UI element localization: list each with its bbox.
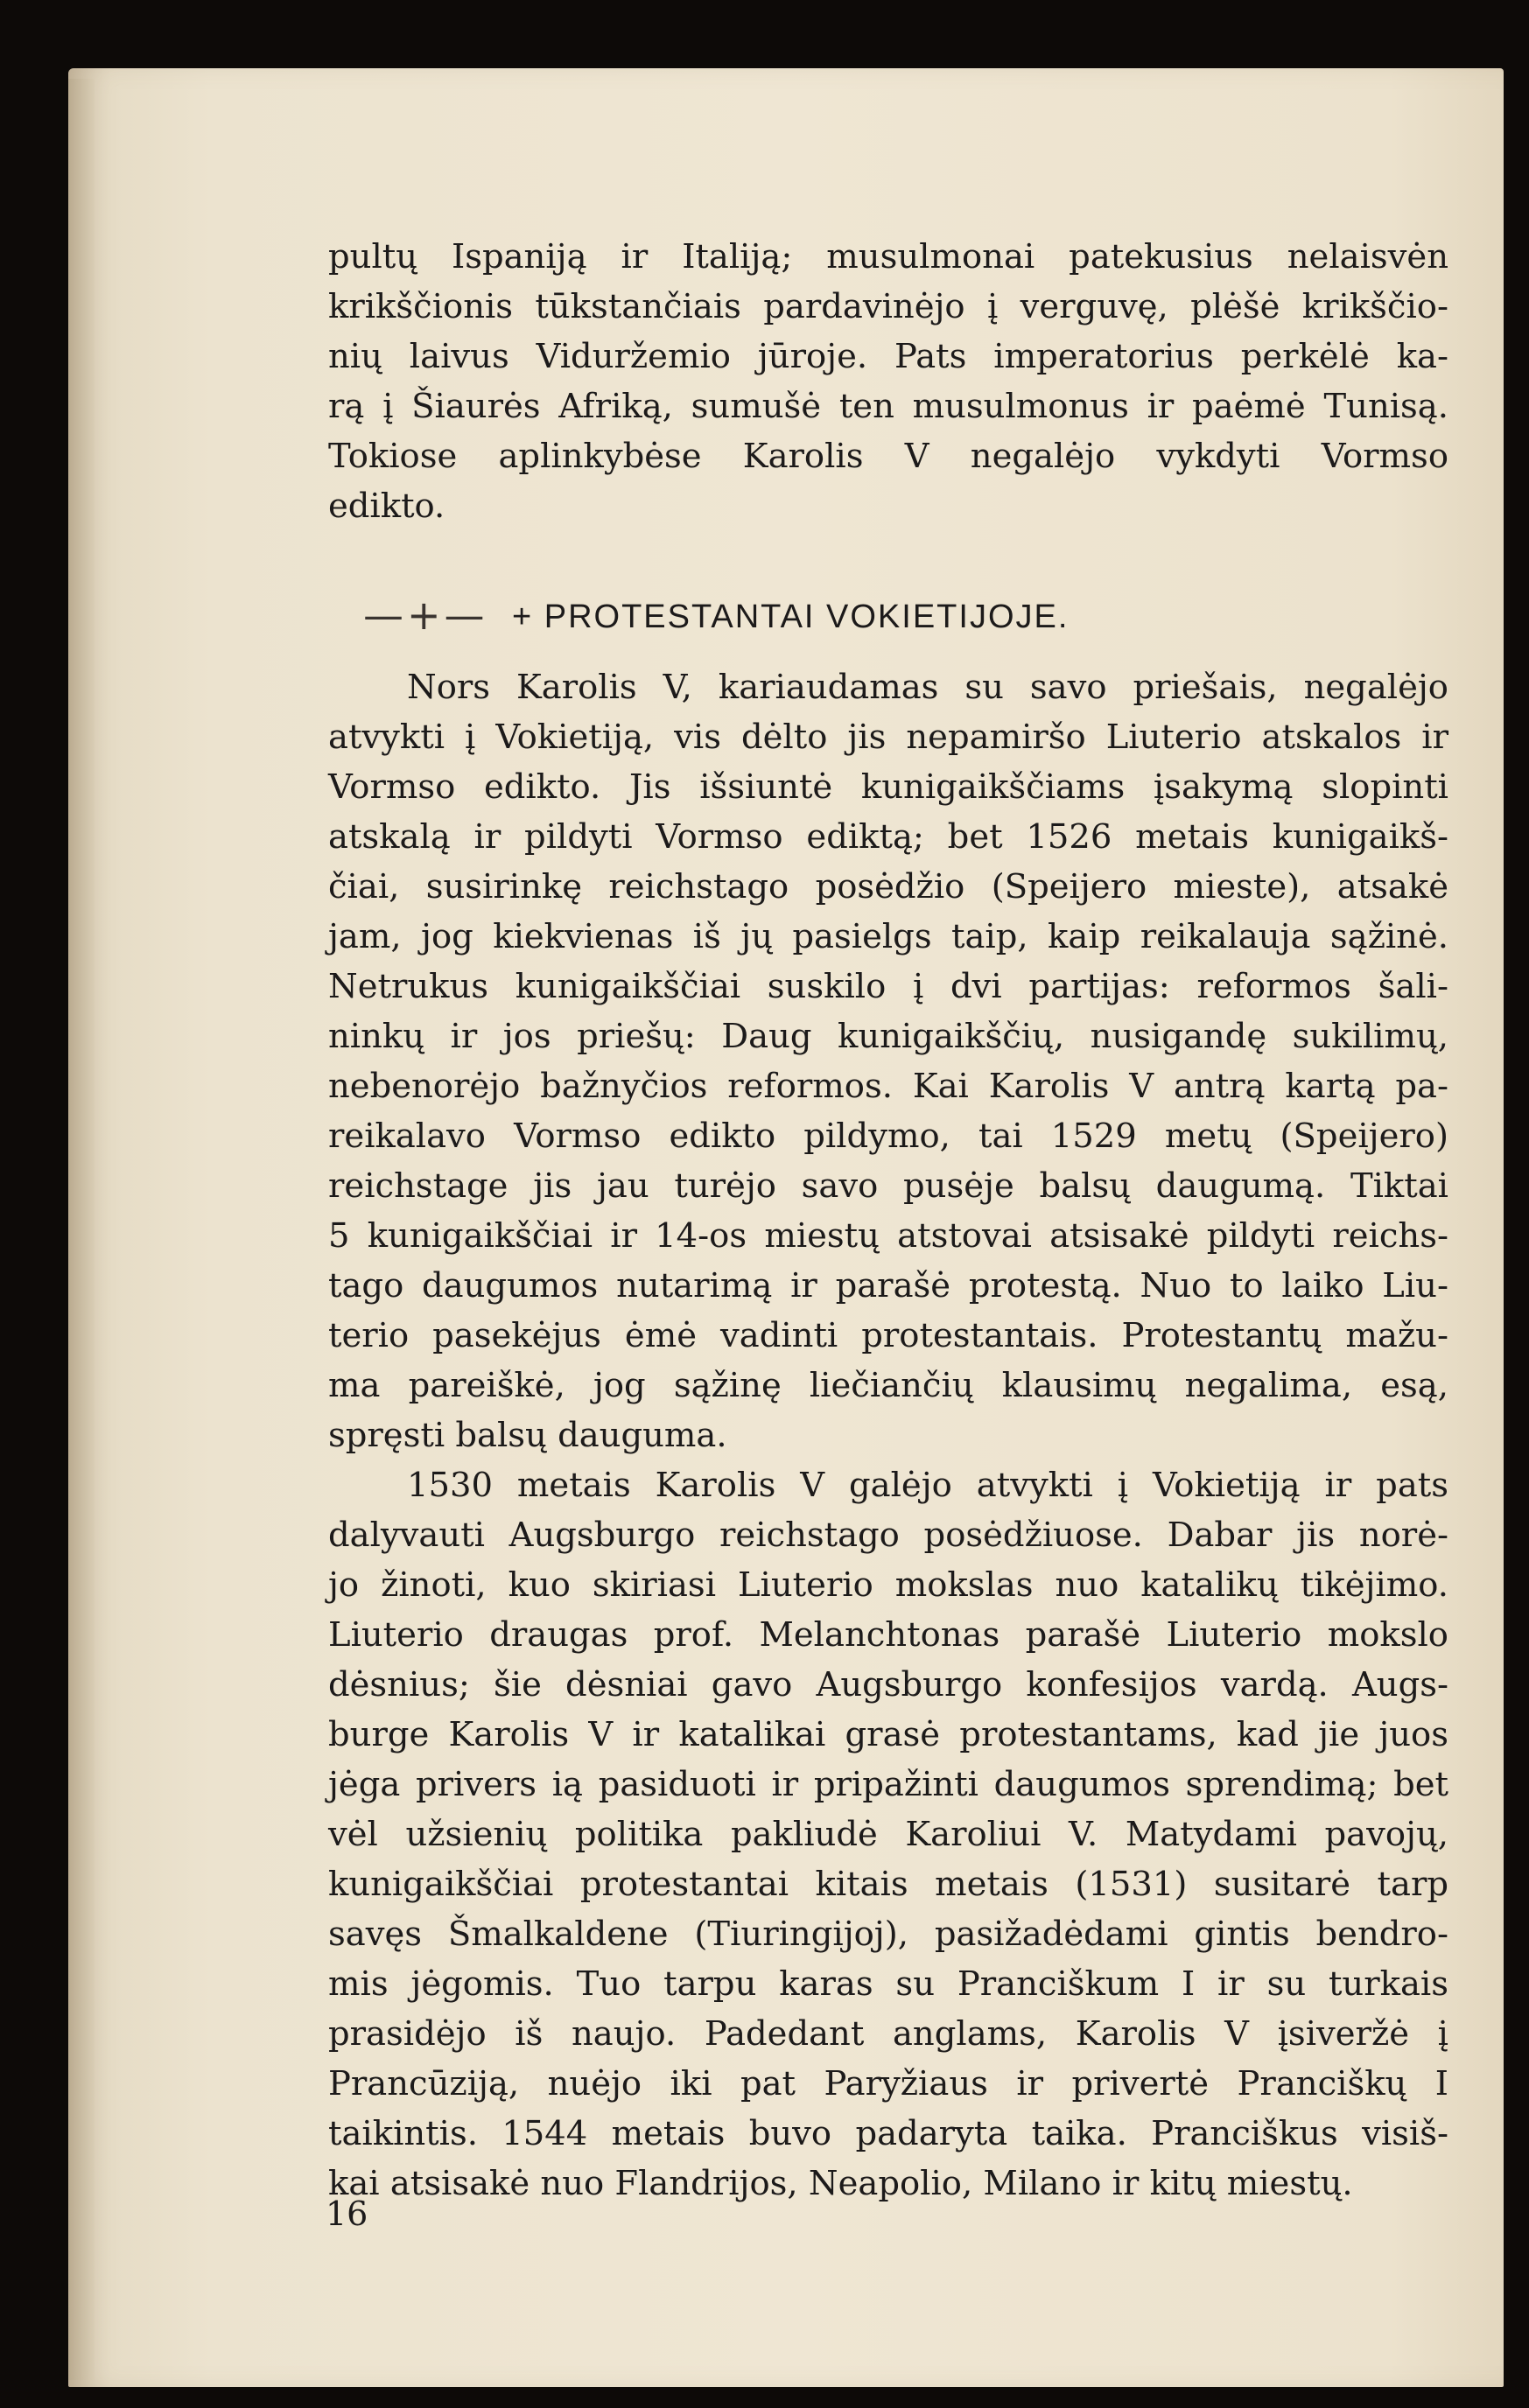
text-line: jam, jog kiekvienas iš jų pasielgs taip, kaip reikalauja sąžinė. bbox=[328, 917, 1448, 956]
text-line: Prancūziją, nuėjo iki pat Paryžiaus ir privertė Pranciškų I bbox=[328, 2064, 1448, 2104]
text-line: kunigaikščiai protestantai kitais metais (1531) susitarė tarp bbox=[328, 1865, 1448, 1904]
text-line: reichstage jis jau turėjo savo pusėje balsų daugumą. Tiktai bbox=[328, 1166, 1448, 1206]
text-line: atskalą ir pildyti Vormso ediktą; bet 1526 metais kunigaikš- bbox=[328, 817, 1448, 857]
text-line: dėsnius; šie dėsniai gavo Augsburgo konfesijos vardą. Augs- bbox=[328, 1665, 1448, 1704]
text-line: tago daugumos nutarimą ir parašė protestą. Nuo to laiko Liu- bbox=[328, 1266, 1448, 1306]
text-line: ma pareiškė, jog sąžinę liečiančių klausimų negalima, esą, bbox=[328, 1366, 1448, 1405]
text-line: taikintis. 1544 metais buvo padaryta taika. Pranciškus visiš- bbox=[328, 2114, 1448, 2153]
text-line: savęs Šmalkaldene (Tiuringijoj), pasižadėdami gintis bendro- bbox=[328, 1914, 1448, 1954]
text-line: Vormso edikto. Jis išsiuntė kunigaikščiams įsakymą slopinti bbox=[328, 767, 1448, 807]
text-line: mis jėgomis. Tuo tarpu karas su Pranciškum I ir su turkais bbox=[328, 1964, 1448, 2004]
text-line: nių laivus Viduržemio jūroje. Pats imperatorius perkėlė ka- bbox=[328, 337, 1448, 376]
text-line: nebenorėjo bažnyčios reformos. Kai Karolis V antrą kartą pa- bbox=[328, 1067, 1448, 1106]
text-line: pultų Ispaniją ir Italiją; musulmonai patekusius nelaisvėn bbox=[328, 237, 1448, 276]
text-line: reikalavo Vormso edikto pildymo, tai 1529 metų (Speijero) bbox=[328, 1116, 1448, 1156]
text-line: edikto. bbox=[328, 486, 445, 526]
text-line: Liuterio draugas prof. Melanchtonas parašė Liuterio mokslo bbox=[328, 1615, 1448, 1655]
text-line: Tokiose aplinkybėse Karolis V negalėjo vykdyti Vormso bbox=[328, 437, 1448, 476]
text-line: kai atsisakė nuo Flandrijos, Neapolio, Milano ir kitų miestų. bbox=[328, 2164, 1353, 2203]
section-title: + PROTESTANTAI VOKIETIJOJE. bbox=[512, 598, 1070, 635]
text-line: jo žinoti, kuo skiriasi Liuterio mokslas nuo katalikų tikėjimo. bbox=[328, 1565, 1448, 1605]
page-edge-shadow bbox=[68, 79, 95, 2380]
paragraph-2 bbox=[328, 1460, 1448, 2208]
text-line: rą į Šiaurės Afriką, sumušė ten musulmonus ir paėmė Tunisą. bbox=[328, 387, 1448, 426]
text-line: dalyvauti Augsburgo reichstago posėdžiuose. Dabar jis norė- bbox=[328, 1516, 1448, 1555]
text-line: burge Karolis V ir katalikai grasė protestantams, kad jie juos bbox=[328, 1715, 1448, 1754]
text-line: terio pasekėjus ėmė vadinti protestantais. Protestantų mažu- bbox=[328, 1316, 1448, 1355]
page-body bbox=[328, 232, 1448, 2208]
section-heading-row bbox=[328, 566, 1448, 662]
text-line: vėl užsienių politika pakliudė Karoliui V. Matydami pavojų, bbox=[328, 1815, 1448, 1854]
text-line: jėga privers ią pasiduoti ir pripažinti daugumos sprendimą; bet bbox=[328, 1765, 1448, 1804]
text-line: krikščionis tūkstančiais pardavinėjo į verguvę, plėšė krikščio- bbox=[328, 287, 1448, 326]
page-number: 16 bbox=[326, 2194, 368, 2233]
text-line: atvykti į Vokietiją, vis dėlto jis nepamiršo Liuterio atskalos ir bbox=[328, 718, 1448, 757]
text-line: 1530 metais Karolis V galėjo atvykti į Vokietiją ir pats bbox=[407, 1466, 1448, 1505]
text-line: prasidėjo iš naujo. Padedant anglams, Karolis V įsiveržė į bbox=[328, 2014, 1448, 2054]
text-line: Nors Karolis V, kariaudamas su savo priešais, negalėjo bbox=[407, 668, 1448, 707]
text-line: čiai, susirinkę reichstago posėdžio (Speijero mieste), atsakė bbox=[328, 867, 1448, 906]
intro-paragraph bbox=[328, 232, 1448, 531]
text-line: ninkų ir jos priešų: Daug kunigaikščių, nusigandę sukilimų, bbox=[328, 1017, 1448, 1056]
text-line: spręsti balsų dauguma. bbox=[328, 1416, 727, 1455]
paragraph-1 bbox=[328, 662, 1448, 1460]
section-ornament: —+— bbox=[363, 592, 488, 639]
text-line: 5 kunigaikščiai ir 14-os miestų atstovai atsisakė pildyti reichs- bbox=[328, 1216, 1448, 1256]
text-line: Netrukus kunigaikščiai suskilo į dvi partijas: reformos šali- bbox=[328, 967, 1448, 1006]
